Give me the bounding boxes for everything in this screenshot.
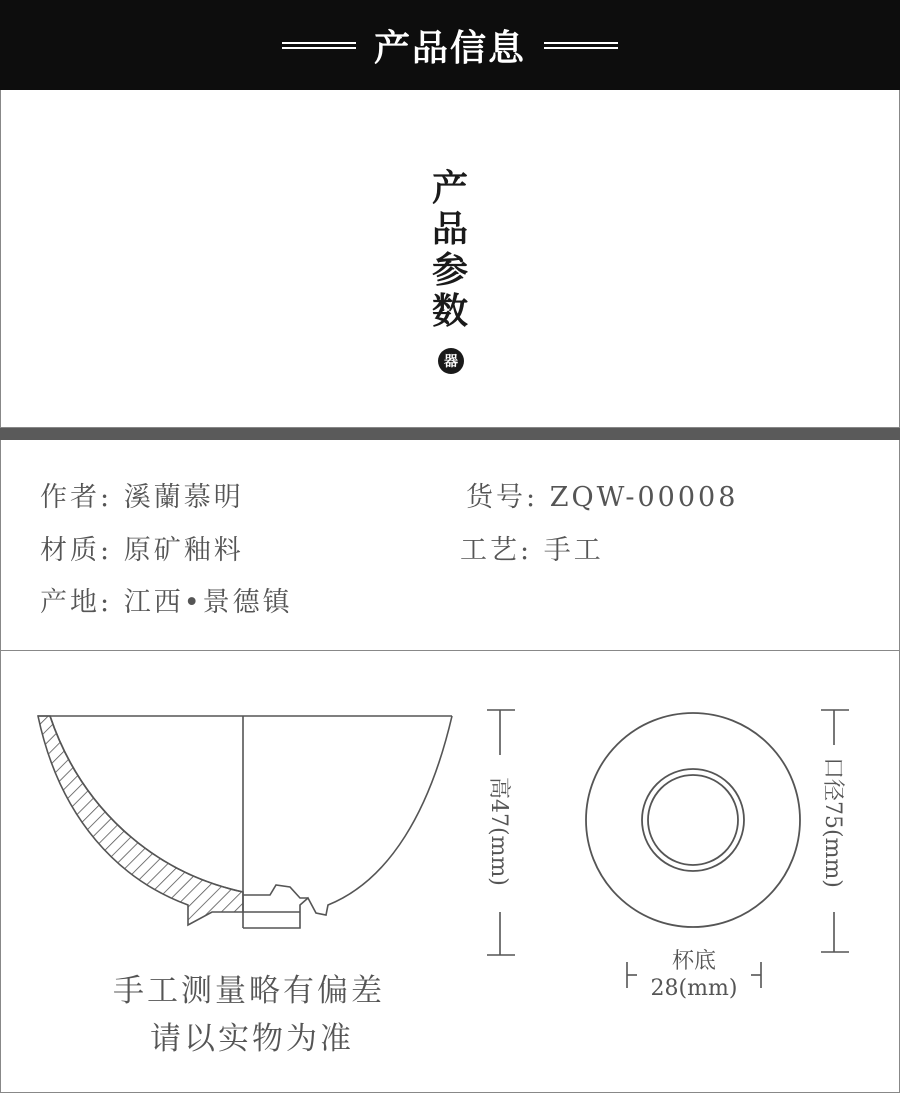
author-label: 作者: xyxy=(40,482,113,513)
origin-value: 江西•景德镇 xyxy=(123,587,293,618)
origin-label: 产地: xyxy=(40,587,113,618)
vertical-title-char: 品 xyxy=(431,208,468,250)
note-line-1: 手工测量略有偏差 xyxy=(113,973,385,1009)
top-view-base-inner xyxy=(648,775,738,865)
base-label-line1: 杯底 xyxy=(671,949,717,974)
cup-foot xyxy=(243,885,308,912)
banner-title: 产品信息 xyxy=(373,26,526,69)
cup-wall-section xyxy=(38,716,243,925)
vertical-title-char: 数 xyxy=(431,290,468,332)
material-value: 原矿釉料 xyxy=(123,535,244,566)
top-view-outer xyxy=(586,713,800,927)
material-label: 材质: xyxy=(40,535,113,566)
author-value: 溪蘭慕明 xyxy=(123,482,244,513)
sku-label: 货号: xyxy=(466,482,539,513)
diameter-label: 口径75(mm) xyxy=(820,757,845,888)
vertical-title-char: 参 xyxy=(431,249,468,291)
sku-value: ZQW-00008 xyxy=(549,482,739,513)
cup-outer-curve xyxy=(243,716,452,928)
craft-label: 工艺: xyxy=(460,535,533,566)
height-label: 高47(mm) xyxy=(486,777,511,886)
note-line-2: 请以实物为准 xyxy=(150,1021,354,1057)
base-label-line2: 28(mm) xyxy=(650,976,738,1001)
top-view-base-outer xyxy=(642,769,744,871)
craft-value: 手工 xyxy=(543,535,604,566)
seal-badge: 器 xyxy=(438,348,464,374)
vertical-title-char: 产 xyxy=(431,167,468,209)
